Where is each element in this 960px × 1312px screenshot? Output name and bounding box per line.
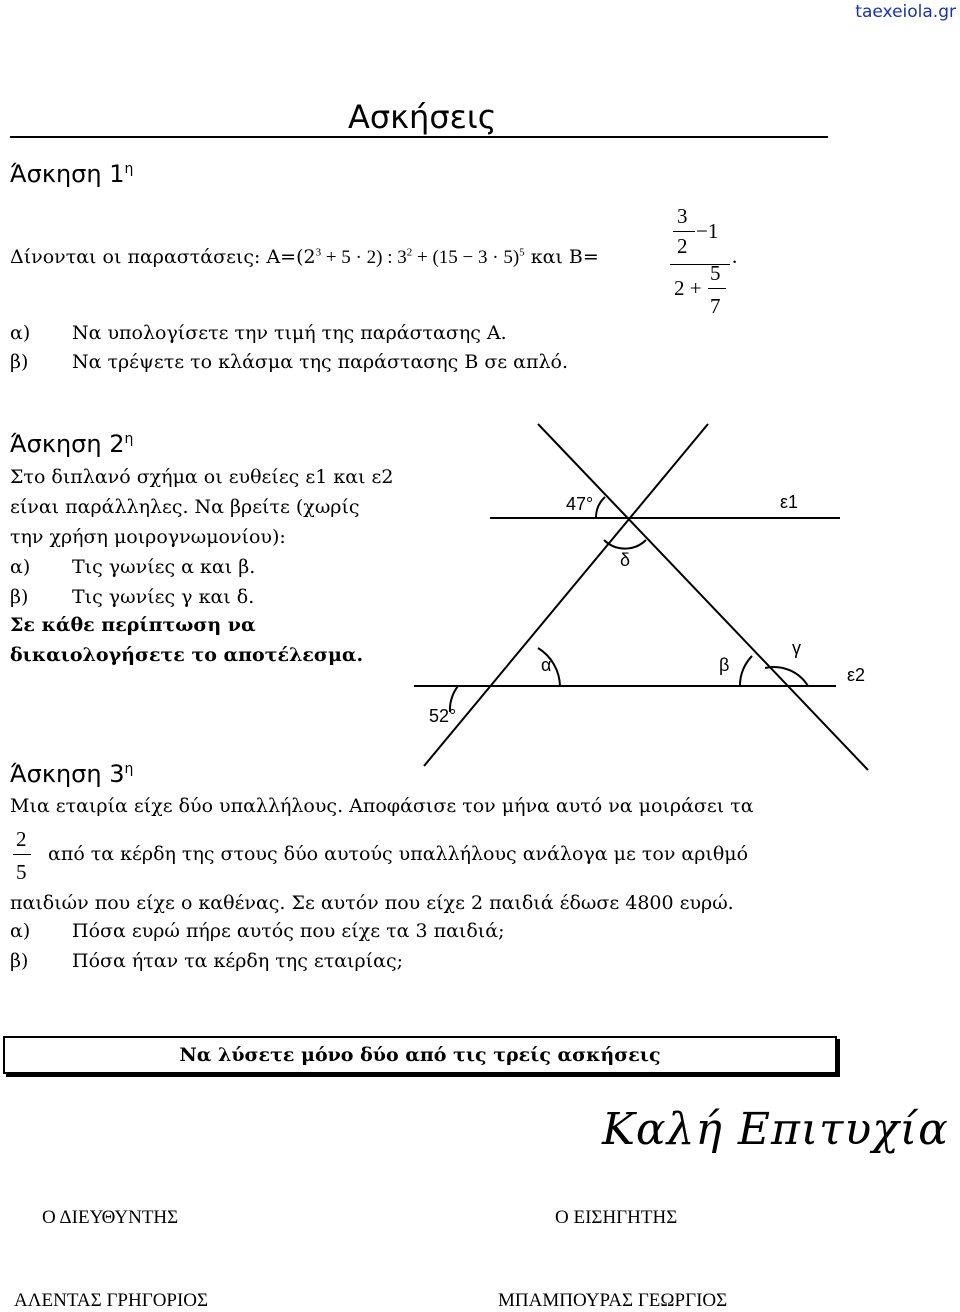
fraction-two-fifths-bar <box>13 854 31 855</box>
exercise-1-given: Δίνονται οι παραστάσεις: $A=(2^3 + 5 \cdot 2)$ : $3^2 + (15 - 3 \cdot 5)^5$ και Β= <box>10 246 599 268</box>
exercise-1-heading: Άσκηση $1^\eta$ <box>10 160 134 188</box>
label-47: 47° <box>566 494 594 514</box>
director-name: ΑΛΕΝΤΑΣ ΓΡΗΓΟΡΙΟΣ <box>14 1290 209 1311</box>
label-eps1: ε1 <box>780 492 799 512</box>
transversal-left <box>424 424 708 766</box>
arc-beta <box>740 656 752 686</box>
exercise-2-bold-line-1: Σε κάθε περίπτωση να <box>10 614 256 636</box>
page-title: Ασκήσεις <box>348 98 497 136</box>
exercise-1-item-a: α) Να υπολογίσετε την τιμή της παράστασης Α. <box>10 322 507 344</box>
label-delta: δ <box>620 550 631 570</box>
exercise-2-item-b: β) Τις γωνίες γ και δ. <box>10 586 255 608</box>
exercise-2-heading: Άσκηση $2^\eta$ <box>10 430 134 458</box>
given-label: Δίνονται οι παραστάσεις: Α=(2 <box>10 246 316 268</box>
label-52: 52° <box>429 706 457 726</box>
site-watermark[interactable]: taexeiola.gr <box>855 2 956 22</box>
transversal-right <box>538 424 868 770</box>
fraction-b: 3 2 −1 2 + 5 7 . <box>668 202 748 322</box>
exercise-2-bold-line-2: δικαιολογήσετε το αποτέλεσμα. <box>10 644 364 666</box>
exercise-3-heading: Άσκηση $3^\eta$ <box>10 760 134 788</box>
exercise-2-item-a: α) Τις γωνίες α και β. <box>10 556 256 578</box>
exercise-2-line-3: την χρήση μοιρογνωμονίου): <box>10 526 286 548</box>
fraction-two-fifths-denominator: 5 <box>16 860 27 884</box>
director-title: Ο ΔΙΕΥΘΥΝΤΗΣ <box>42 1207 179 1228</box>
instructor-name: ΜΠΑΜΠΟΥΡΑΣ ΓΕΩΡΓΙΟΣ <box>498 1290 728 1311</box>
exercise-3-line-1: Μια εταιρία είχε δύο υπαλλήλους. Αποφάσισε τον μήνα αυτό να μοιράσει τα <box>10 795 754 817</box>
exercise-3-item-a: α) Πόσα ευρώ πήρε αυτός που είχε τα 3 παιδιά; <box>10 920 505 942</box>
label-gamma: γ <box>792 638 801 658</box>
instruction-box <box>3 1036 837 1074</box>
instructor-title: Ο ΕΙΣΗΓΗΤΗΣ <box>555 1207 678 1228</box>
label-alpha: α <box>541 655 552 675</box>
label-eps2: ε2 <box>847 665 866 685</box>
exercise-2-line-2: είναι παράλληλες. Να βρείτε (χωρίς <box>10 496 360 518</box>
good-luck-signature: Καλή Επιτυχία <box>602 1104 949 1155</box>
arc-47 <box>596 497 605 518</box>
exercise-2-line-1: Στο διπλανό σχήμα οι ευθείες ε1 και ε2 <box>10 466 394 488</box>
exercise-1-item-b: β) Να τρέψετε το κλάσμα της παράστασης Β σε απλό. <box>10 351 569 373</box>
exercise-3-item-b: β) Πόσα ήταν τα κέρδη της εταιρίας; <box>10 950 403 972</box>
exercise-3-line-2: από τα κέρδη της στους δύο αυτούς υπαλλήλους ανάλογα με τον αριθμό <box>48 843 749 865</box>
instruction-text: Να λύσετε μόνο δύο από τις τρείς ασκήσεις <box>179 1044 661 1066</box>
exercise-3-line-3: παιδιών που είχε ο καθένας. Σε αυτόν που είχε 2 παιδιά έδωσε 4800 ευρώ. <box>10 892 734 914</box>
fraction-two-fifths-numerator: 2 <box>16 827 27 851</box>
label-beta: β <box>719 655 730 675</box>
